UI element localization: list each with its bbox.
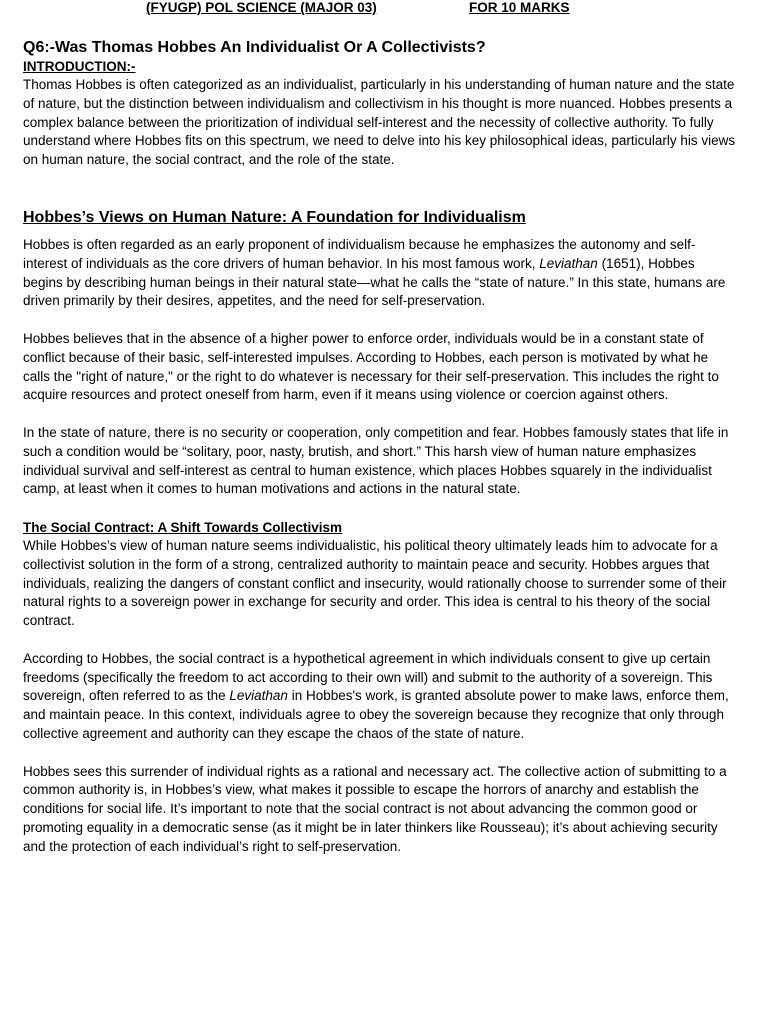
paragraph-text: Hobbes is often regarded as an early proponent of individualism because he emphasizes the autonomy and self-interest of individuals as the core drivers of human behavior. In his most famous work, xyxy=(23,236,696,271)
spacer xyxy=(23,170,738,208)
spacer xyxy=(23,311,738,330)
spacer xyxy=(23,744,738,763)
introduction-label: INTRODUCTION:- xyxy=(23,59,136,74)
paragraph xyxy=(23,236,738,311)
marks-label: FOR 10 MARKS xyxy=(469,0,570,15)
paragraph-text: in Hobbes's work, is granted absolute power to make laws, enforce them, and maintain peace. In this context, individuals agree to obey the sovereign because they recognize that only through collective agreement and authority can they escape the chaos of the state of nature. xyxy=(23,688,729,741)
spacer xyxy=(23,405,738,424)
page-header xyxy=(0,0,768,18)
introduction-paragraph: Thomas Hobbes is often categorized as an individualist, particularly in his understanding of human nature and the state of nature, but the distinction between individualism and collectivism in his thought is more nuanced. Hobbes presents a complex balance between the prioritization of individual self-interest and the necessity of collective authority. To fully understand where Hobbes fits on this spectrum, we need to delve into his key philosophical ideas, particularly his views on human nature, the social contract, and the role of the state. xyxy=(23,77,736,168)
paragraph xyxy=(23,650,738,744)
italic-title: Leviathan xyxy=(539,255,598,271)
paragraph: While Hobbes’s view of human nature seems individualistic, his political theory ultimately leads him to advocate for a collectivist solution in the form of a strong, centralized authority to maintain peace and security. Hobbes argues that individuals, realizing the dangers of constant conflict and insecurity, would rationally choose to surrender some of their natural rights to a sovereign power in exchange for security and order. This idea is central to his theory of the social contract. xyxy=(23,537,727,629)
course-title: (FYUGP) POL SCIENCE (MAJOR 03) xyxy=(146,0,377,15)
paragraph-text: According to Hobbes, the social contract is a hypothetical agreement in which individuals consent to give up certain freedoms (specifically the freedom to act according to their own will) and submit to the authority of a sovereign. This sovereign, often referred to as the xyxy=(23,650,713,704)
italic-title: Leviathan xyxy=(229,688,288,704)
spacer xyxy=(23,499,738,518)
document-body xyxy=(23,38,738,856)
paragraph: Hobbes sees this surrender of individual rights as a rational and necessary act. The collective action of submitting to a common authority is, in Hobbes’s view, what makes it possible to escape the horrors of anarchy and establish the conditions for social life. It’s important to note that the social contract is not about advancing the common good or promoting equality in a democratic sense (as it might be in later thinkers like Rousseau); it’s about achieving security and the protection of each individual’s right to self-preservation. xyxy=(23,763,727,854)
paragraph: In the state of nature, there is no security or cooperation, only competition and fear. Hobbes famously states that life in such a condition would be “solitary, poor, nasty, brutish, and short.” This harsh view of human nature emphasizes individual survival and self-interest as central to human existence, which places Hobbes squarely in the individualist camp, at least when it comes to human motivations and actions in the natural state. xyxy=(23,424,729,497)
question-title: Q6:-Was Thomas Hobbes An Individualist Or A Collectivists? xyxy=(23,39,486,56)
section-heading-human-nature: Hobbes’s Views on Human Nature: A Foundation for Individualism xyxy=(23,208,526,226)
paragraph-text: (1651), Hobbes begins by describing human beings in their natural state—what he calls the “state of nature.” In this state, humans are driven primarily by their desires, appetites, and the need for self-preservation. xyxy=(23,255,726,309)
paragraph: Hobbes believes that in the absence of a higher power to enforce order, individuals would be in a constant state of conflict because of their basic, self-interested impulses. According to Hobbes, each person is motivated by what he calls the "right of nature," or the right to do whatever is necessary for their self-preservation. This includes the right to acquire resources and protect oneself from harm, even if it means using violence or coercion against others. xyxy=(23,330,719,403)
section-heading-social-contract: The Social Contract: A Shift Towards Collectivism xyxy=(23,519,343,535)
spacer xyxy=(23,631,738,650)
